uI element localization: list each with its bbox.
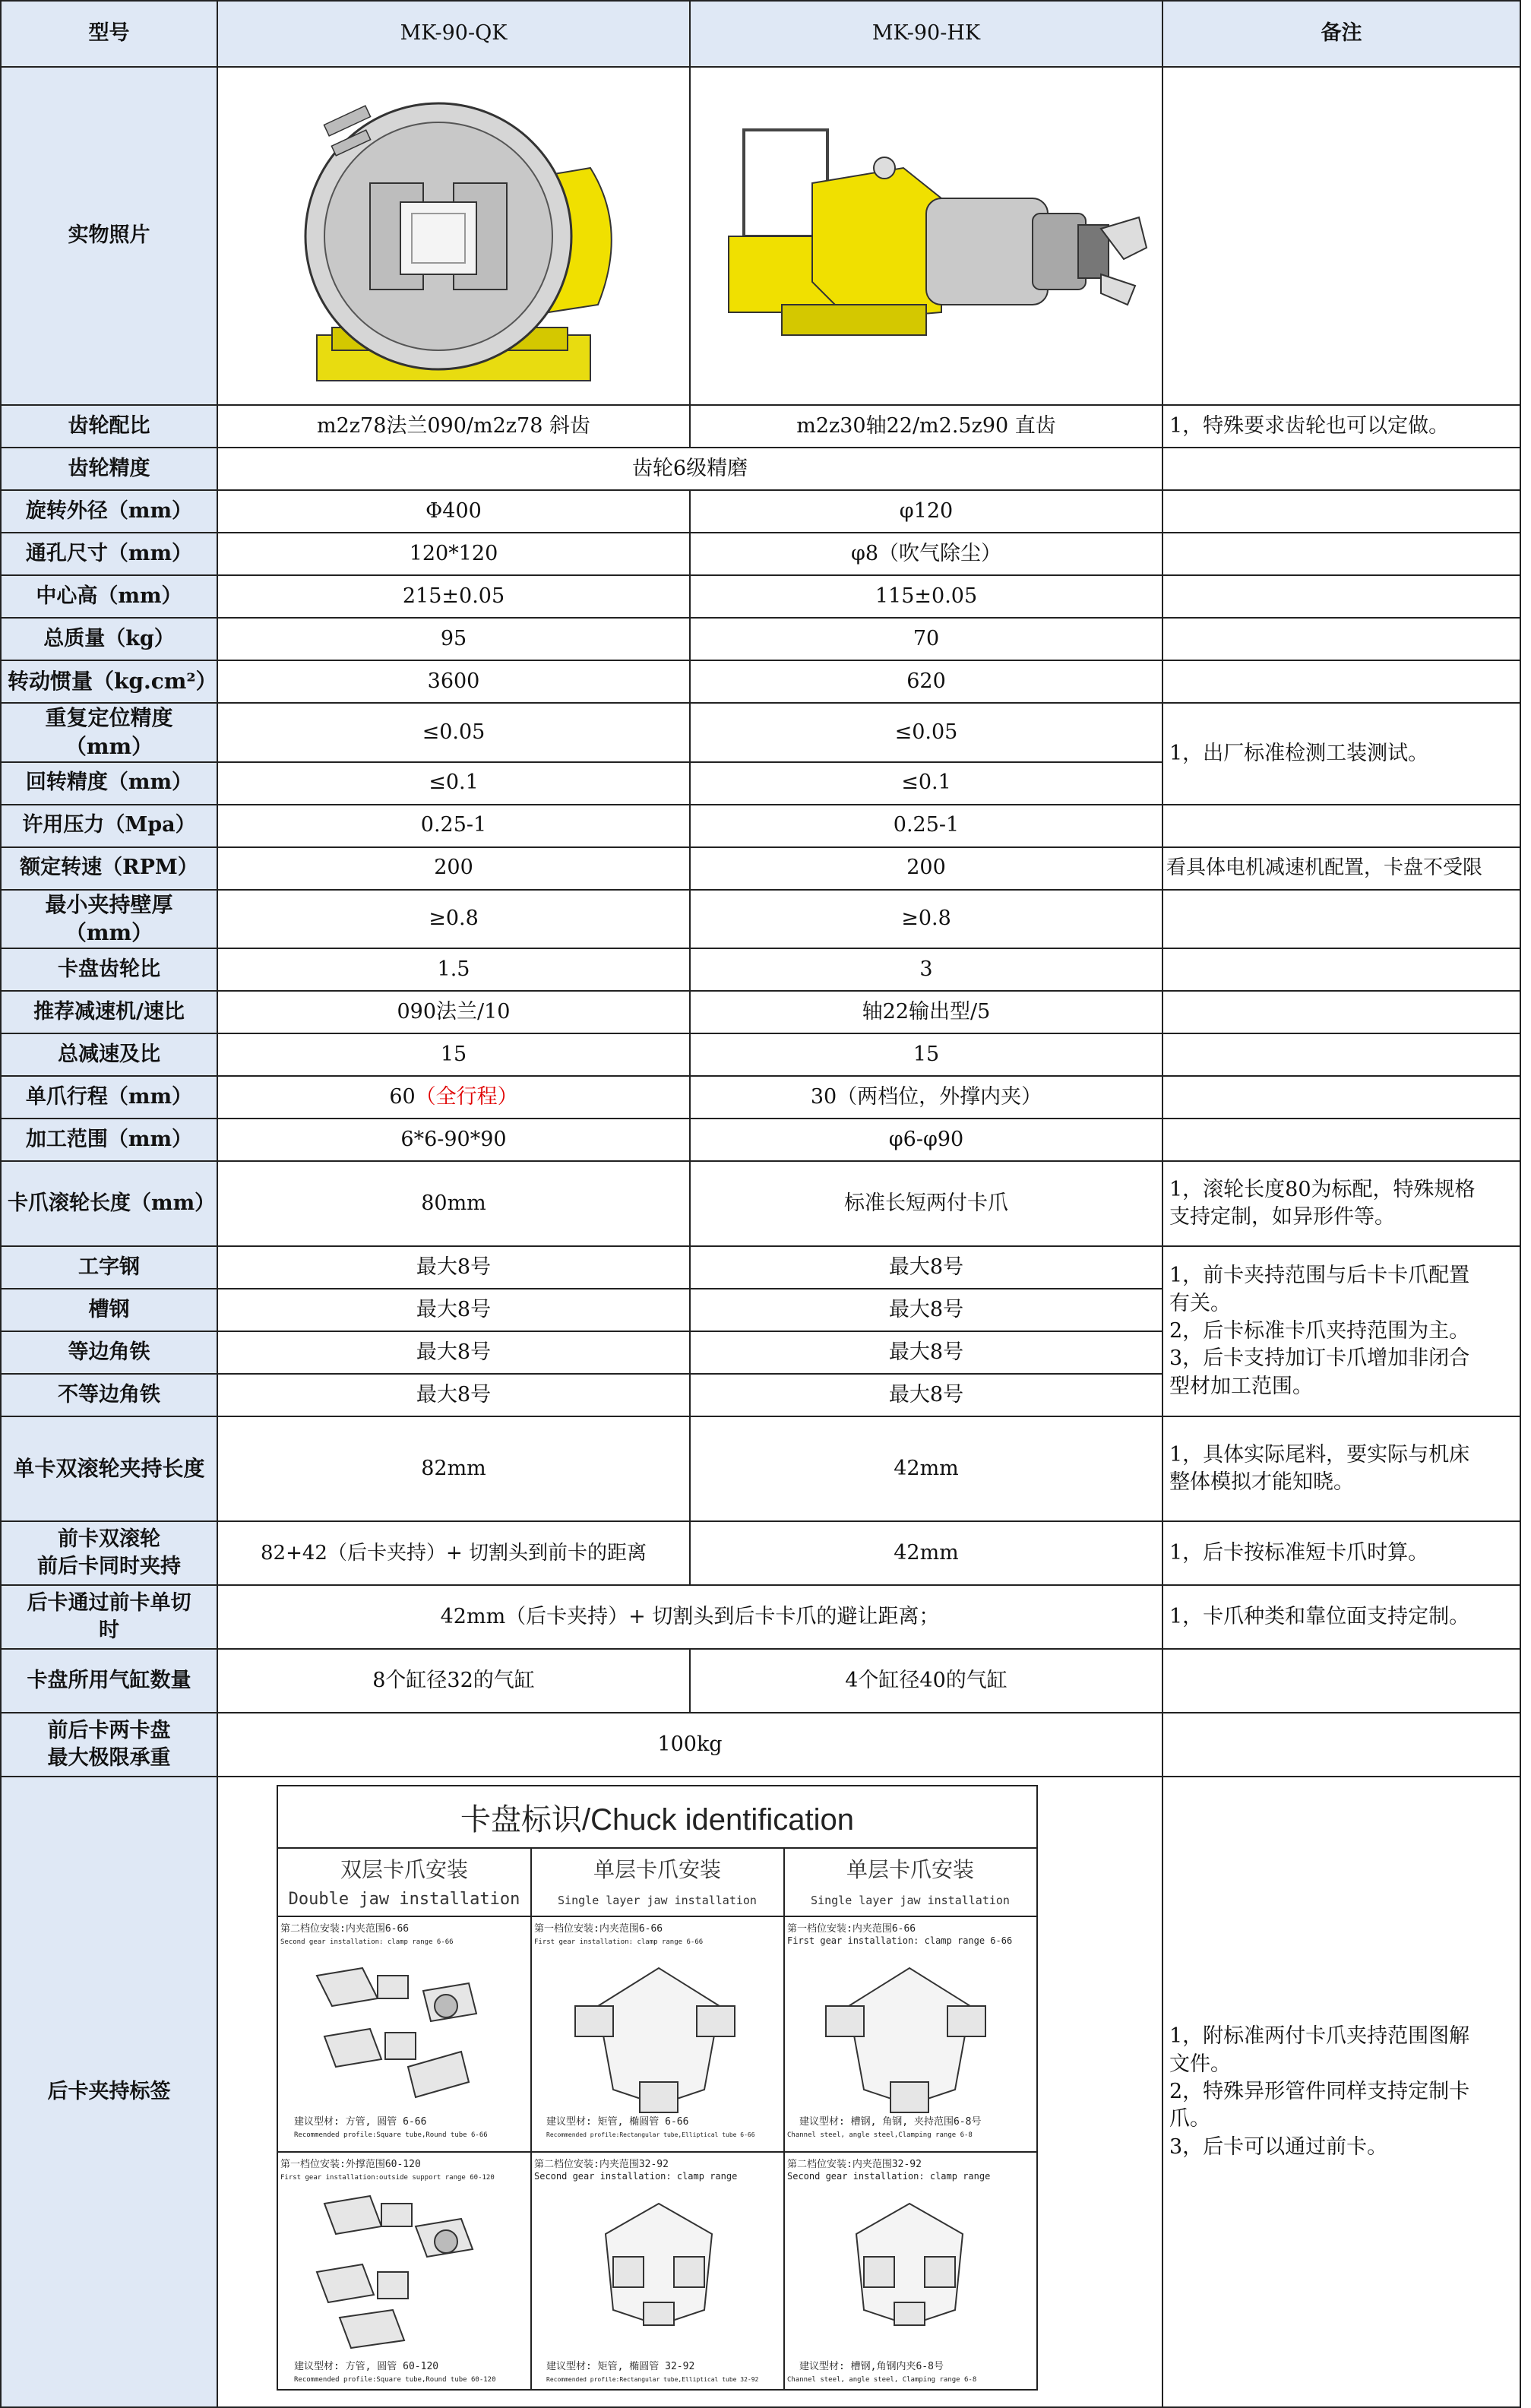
a1-top-en: Second gear installation: clamp range 6-66	[280, 1938, 454, 1947]
repeat-pos-qk: ≤0.05	[217, 703, 690, 762]
rear-label-note-2: 文件。	[1169, 2052, 1231, 2076]
a2-bottom-en: Recommended profile:Square tube,Round tube 60-120	[294, 2376, 496, 2384]
max-load-value: 100kg	[217, 1713, 1162, 1777]
chuck-gear-qk: 1.5	[217, 948, 690, 991]
unequal-angle-hk: 最大8号	[690, 1374, 1162, 1416]
equal-angle-qk: 最大8号	[217, 1331, 690, 1374]
rear-cut-label	[1, 1585, 217, 1649]
max-load-label-b: 最大极限承重	[47, 1746, 171, 1770]
a1-bottom-en: Recommended profile:Square tube,Round tube 6-66	[294, 2131, 488, 2140]
gear-precision-value: 齿轮6级精磨	[217, 448, 1162, 490]
unequal-angle-qk: 最大8号	[217, 1374, 690, 1416]
min-wall-label: 最小夹持壁厚（mm）	[1, 890, 217, 949]
steel-note-2: 有关。	[1169, 1291, 1231, 1315]
header-model: 型号	[1, 1, 217, 67]
chuck-identification-sheet	[218, 1778, 1163, 2406]
b2-top-cn: 第二档位安装:内夹范围32-92	[534, 2159, 669, 2171]
header-row	[1, 1, 1520, 67]
photo-qk	[217, 67, 690, 405]
col-a-cn: 双层卡爪安装	[340, 1857, 469, 1883]
equal-angle-hk: 最大8号	[690, 1331, 1162, 1374]
chuck-gear-hk: 3	[690, 948, 1162, 991]
jaw-stroke-qk-full: （全行程）	[415, 1084, 518, 1109]
proc-range-label: 加工范围（mm）	[1, 1119, 217, 1161]
total-mass-qk: 95	[217, 618, 690, 660]
total-reduction-qk: 15	[217, 1033, 690, 1076]
chuck-id-title: 卡盘标识/Chuck identification	[460, 1803, 854, 1837]
min-wall-hk: ≥0.8	[690, 890, 1162, 949]
a2-top-cn: 第一档位安装:外撑范围60-120	[280, 2159, 421, 2171]
jaw-stroke-hk: 30（两档位，外撑内夹）	[690, 1076, 1162, 1119]
b2-bottom-cn: 建议型材: 矩管, 椭圆管 32-92	[546, 2361, 695, 2373]
c1-top-cn: 第一档位安装:内夹范围6-66	[787, 1923, 916, 1935]
steel-note-5: 型材加工范围。	[1169, 1374, 1313, 1398]
chuck-id-cell	[217, 1777, 1162, 2407]
col-a-en: Double jaw installation	[288, 1890, 520, 1910]
col-c-cn: 单层卡爪安装	[846, 1857, 975, 1883]
front-double-label-b: 前后卡同时夹持	[37, 1555, 181, 1579]
i-beam-hk: 最大8号	[690, 1246, 1162, 1289]
rear-label-note-4: 爪。	[1169, 2107, 1210, 2131]
col-b-en: Single layer jaw installation	[558, 1894, 757, 1908]
rotary-chuck-hk-image	[698, 84, 1154, 388]
min-wall-qk: ≥0.8	[217, 890, 690, 949]
rear-label-note-3: 2，特殊异形管件同样支持定制卡	[1169, 2079, 1470, 2103]
a1-top-cn: 第二档位安装:内夹范围6-66	[280, 1923, 410, 1935]
rear-label-note	[1162, 1777, 1520, 2407]
a1-bottom-cn: 建议型材: 方管, 圆管 6-66	[294, 2116, 427, 2128]
header-remark: 备注	[1162, 1, 1520, 67]
total-reduction-label: 总减速及比	[1, 1033, 217, 1076]
photo-hk	[690, 67, 1162, 405]
bore-size-label: 通孔尺寸（mm）	[1, 533, 217, 575]
cylinders-qk: 8个缸径32的气缸	[217, 1649, 690, 1713]
front-double-label	[1, 1521, 217, 1585]
c2-bottom-en: Channel steel, angle steel, Clamping range 6-8	[787, 2376, 977, 2384]
center-height-qk: 215±0.05	[217, 575, 690, 618]
rot-precision-qk: ≤0.1	[217, 762, 690, 805]
i-beam-label: 工字钢	[1, 1246, 217, 1289]
center-height-label: 中心高（mm）	[1, 575, 217, 618]
total-mass-label: 总质量（kg）	[1, 618, 217, 660]
roller-len-hk: 标准长短两付卡爪	[690, 1161, 1162, 1246]
roller-len-qk: 80mm	[217, 1161, 690, 1246]
equal-angle-label: 等边角铁	[1, 1331, 217, 1374]
repeat-pos-label: 重复定位精度（mm）	[1, 703, 217, 762]
jaw-stroke-label: 单爪行程（mm）	[1, 1076, 217, 1119]
c1-bottom-cn: 建议型材: 槽钢, 角钢, 夹持范围6-8号	[799, 2116, 982, 2128]
rear-label-label: 后卡夹持标签	[1, 1777, 217, 2407]
pressure-label: 许用压力（Mpa）	[1, 805, 217, 847]
a2-bottom-cn: 建议型材: 方管, 圆管 60-120	[294, 2361, 439, 2373]
jaw-stroke-qk-value: 60	[389, 1084, 416, 1109]
front-double-note: 1，后卡按标准短卡爪时算。	[1162, 1521, 1520, 1585]
single-roller-note-b: 整体模拟才能知晓。	[1169, 1470, 1354, 1495]
unequal-angle-label: 不等边角铁	[1, 1374, 217, 1416]
header-hk: MK-90-HK	[690, 1, 1162, 67]
channel-hk: 最大8号	[690, 1289, 1162, 1331]
cylinders-label: 卡盘所用气缸数量	[1, 1649, 217, 1713]
reducer-hk: 轴22输出型/5	[690, 991, 1162, 1033]
roller-len-label: 卡爪滚轮长度（mm）	[1, 1161, 217, 1246]
roller-len-note-a: 1，滚轮长度80为标配，特殊规格	[1169, 1177, 1476, 1201]
rot-precision-label: 回转精度（mm）	[1, 762, 217, 805]
max-load-label-a: 前后卡两卡盘	[47, 1718, 171, 1742]
pressure-hk: 0.25-1	[690, 805, 1162, 847]
steel-note-3: 2，后卡标准卡爪夹持范围为主。	[1169, 1318, 1470, 1343]
rotary-chuck-qk-image	[271, 77, 636, 396]
front-double-hk: 42mm	[690, 1521, 1162, 1585]
inertia-hk: 620	[690, 660, 1162, 703]
rot-diameter-hk: φ120	[690, 490, 1162, 533]
reducer-label: 推荐减速机/速比	[1, 991, 217, 1033]
rear-cut-label-b: 时	[99, 1619, 119, 1643]
rear-cut-label-a: 后卡通过前卡单切	[27, 1590, 191, 1615]
reducer-qk: 090法兰/10	[217, 991, 690, 1033]
col-b-cn: 单层卡爪安装	[593, 1857, 722, 1883]
c2-bottom-cn: 建议型材: 槽钢,角钢内夹6-8号	[799, 2361, 944, 2373]
pressure-qk: 0.25-1	[217, 805, 690, 847]
inertia-label: 转动惯量（kg.cm²）	[1, 660, 217, 703]
repeat-pos-hk: ≤0.05	[690, 703, 1162, 762]
c2-top-cn: 第二档位安装:内夹范围32-92	[787, 2159, 922, 2171]
max-load-label	[1, 1713, 217, 1777]
front-double-label-a: 前卡双滚轮	[58, 1527, 160, 1551]
single-roller-note-a: 1，具体实际尾料，要实际与机床	[1169, 1442, 1470, 1467]
rated-speed-note: 看具体电机减速机配置，卡盘不受限	[1162, 847, 1520, 890]
c1-bottom-en: Channel steel, angle steel,Clamping range 6-8	[787, 2131, 973, 2140]
single-roller-qk: 82mm	[217, 1416, 690, 1521]
roller-len-note	[1162, 1161, 1520, 1246]
channel-qk: 最大8号	[217, 1289, 690, 1331]
b1-bottom-cn: 建议型材: 矩管, 椭圆管 6-66	[546, 2116, 689, 2128]
steel-note-1: 1，前卡夹持范围与后卡卡爪配置	[1169, 1264, 1470, 1288]
steel-note-4: 3，后卡支持加订卡爪增加非闭合	[1169, 1346, 1470, 1371]
precision-note: 1，出厂标准检测工装测试。	[1162, 703, 1520, 805]
center-height-hk: 115±0.05	[690, 575, 1162, 618]
photo-remark	[1162, 67, 1520, 405]
rot-diameter-qk: Φ400	[217, 490, 690, 533]
rear-cut-value: 42mm（后卡夹持）+ 切割头到后卡卡爪的避让距离；	[217, 1585, 1162, 1649]
photo-row	[1, 67, 1520, 405]
rated-speed-qk: 200	[217, 847, 690, 890]
bore-size-qk: 120*120	[217, 533, 690, 575]
steel-note	[1162, 1246, 1520, 1416]
rear-label-note-1: 1，附标准两付卡爪夹持范围图解	[1169, 2024, 1470, 2049]
bore-size-hk: φ8（吹气除尘）	[690, 533, 1162, 575]
rated-speed-hk: 200	[690, 847, 1162, 890]
c1-top-en: First gear installation: clamp range 6-66	[787, 1935, 1013, 1947]
cylinders-hk: 4个缸径40的气缸	[690, 1649, 1162, 1713]
gear-ratio-hk: m2z30轴22/m2.5z90 直齿	[690, 405, 1162, 448]
gear-ratio-note: 1，特殊要求齿轮也可以定做。	[1162, 405, 1520, 448]
roller-len-note-b: 支持定制，如异形件等。	[1169, 1205, 1395, 1229]
col-c-en: Single layer jaw installation	[811, 1894, 1010, 1908]
total-reduction-hk: 15	[690, 1033, 1162, 1076]
b2-bottom-en: Recommended profile:Rectangular tube,Elliptical tube 32-92	[546, 2376, 759, 2384]
jaw-stroke-qk	[217, 1076, 690, 1119]
b1-bottom-en: Recommended profile:Rectangular tube,Elliptical tube 6-66	[546, 2131, 755, 2139]
rot-precision-hk: ≤0.1	[690, 762, 1162, 805]
gear-ratio-label: 齿轮配比	[1, 405, 217, 448]
b1-top-cn: 第一档位安装:内夹范围6-66	[534, 1923, 663, 1935]
single-roller-label: 单卡双滚轮夹持长度	[1, 1416, 217, 1521]
inertia-qk: 3600	[217, 660, 690, 703]
i-beam-qk: 最大8号	[217, 1246, 690, 1289]
chuck-gear-label: 卡盘齿轮比	[1, 948, 217, 991]
b2-top-en: Second gear installation: clamp range	[534, 2171, 738, 2182]
b1-top-en: First gear installation: clamp range 6-66	[534, 1938, 704, 1947]
channel-label: 槽钢	[1, 1289, 217, 1331]
rear-label-note-5: 3，后卡可以通过前卡。	[1169, 2134, 1388, 2159]
rated-speed-label: 额定转速（RPM）	[1, 847, 217, 890]
a2-top-en: First gear installation:outside support range 60-120	[280, 2174, 495, 2182]
photo-label: 实物照片	[1, 67, 217, 405]
rear-cut-note: 1，卡爪种类和靠位面支持定制。	[1162, 1585, 1520, 1649]
rot-diameter-label: 旋转外径（mm）	[1, 490, 217, 533]
front-double-qk: 82+42（后卡夹持）+ 切割头到前卡的距离	[217, 1521, 690, 1585]
c2-top-en: Second gear installation: clamp range	[787, 2171, 991, 2182]
gear-precision-label: 齿轮精度	[1, 448, 217, 490]
header-qk: MK-90-QK	[217, 1, 690, 67]
single-roller-note	[1162, 1416, 1520, 1521]
proc-range-qk: 6*6-90*90	[217, 1119, 690, 1161]
gear-ratio-qk: m2z78法兰090/m2z78 斜齿	[217, 405, 690, 448]
proc-range-hk: φ6-φ90	[690, 1119, 1162, 1161]
total-mass-hk: 70	[690, 618, 1162, 660]
single-roller-hk: 42mm	[690, 1416, 1162, 1521]
